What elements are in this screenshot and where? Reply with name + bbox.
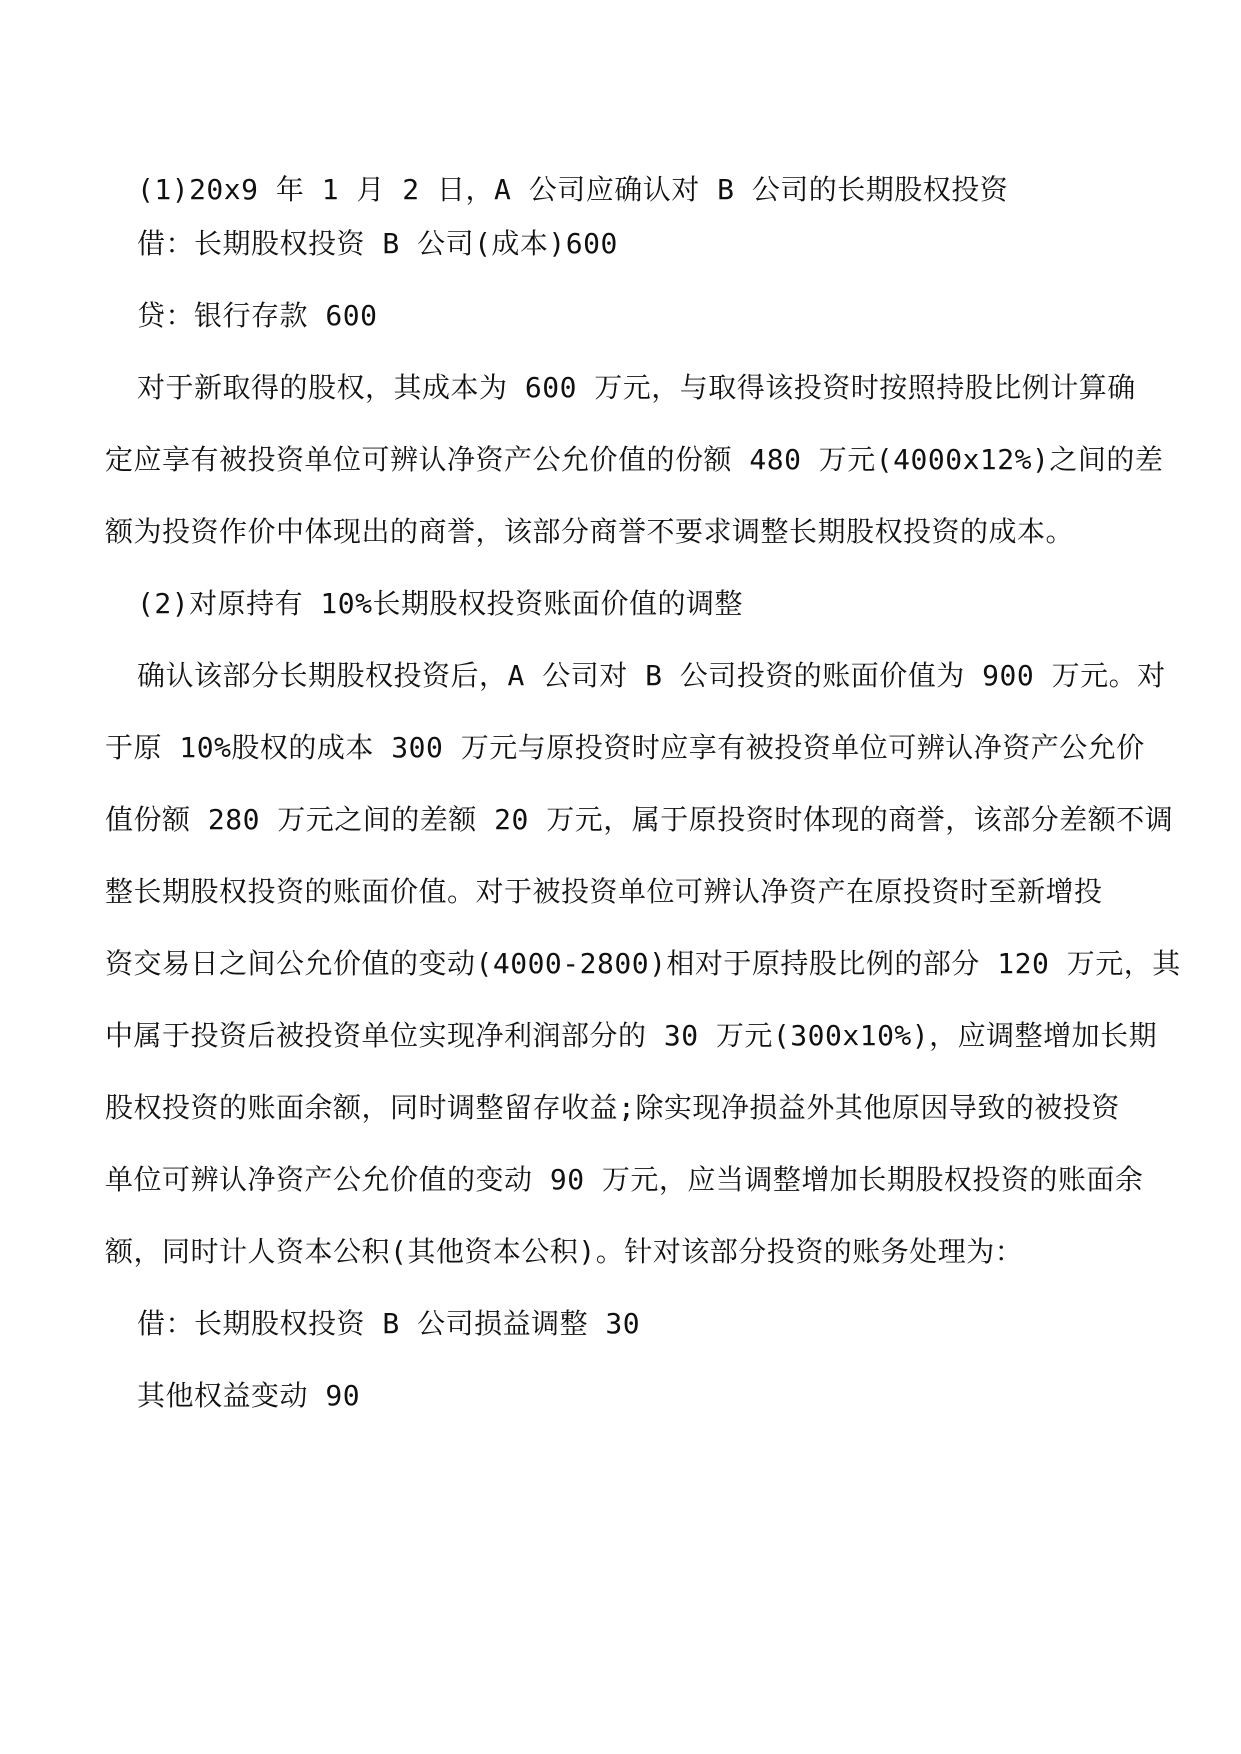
paragraph-line: 资交易日之间公允价值的变动(4000-2800)相对于原持股比例的部分 120 万元，其 — [105, 947, 1181, 980]
journal-entry-line: 其他权益变动 90 — [137, 1379, 361, 1412]
paragraph-line: 额为投资作价中体现出的商誉，该部分商誉不要求调整长期股权投资的成本。 — [105, 515, 1075, 548]
paragraph-line: 股权投资的账面余额，同时调整留存收益;除实现净损益外其他原因导致的被投资 — [105, 1091, 1120, 1124]
paragraph-heading-1: (1)20x9 年 1 月 2 日，A 公司应确认对 B 公司的长期股权投资 — [137, 173, 1009, 206]
journal-debit-line: 借：长期股权投资 B 公司损益调整 30 — [137, 1307, 641, 1340]
paragraph-line: 定应享有被投资单位可辨认净资产公允价值的份额 480 万元(4000x12%)之间的差 — [105, 443, 1164, 476]
paragraph-line: 中属于投资后被投资单位实现净利润部分的 30 万元(300x10%)，应调整增加长期 — [105, 1019, 1158, 1052]
paragraph-line: 于原 10%股权的成本 300 万元与原投资时应享有被投资单位可辨认净资产公允价 — [105, 731, 1145, 764]
journal-credit-line: 贷：银行存款 600 — [137, 299, 378, 332]
paragraph-line: 单位可辨认净资产公允价值的变动 90 万元，应当调整增加长期股权投资的账面余 — [105, 1163, 1144, 1196]
paragraph-line: 值份额 280 万元之间的差额 20 万元，属于原投资时体现的商誉，该部分差额不调 — [105, 803, 1174, 836]
paragraph-heading-2: (2)对原持有 10%长期股权投资账面价值的调整 — [137, 587, 744, 620]
paragraph-line: 对于新取得的股权，其成本为 600 万元，与取得该投资时按照持股比例计算确 — [137, 371, 1136, 404]
paragraph-line: 确认该部分长期股权投资后，A 公司对 B 公司投资的账面价值为 900 万元。对 — [137, 659, 1166, 692]
journal-debit-line: 借：长期股权投资 B 公司(成本)600 — [137, 227, 618, 260]
paragraph-line: 整长期股权投资的账面价值。对于被投资单位可辨认净资产在原投资时至新增投 — [105, 875, 1103, 908]
paragraph-line: 额，同时计人资本公积(其他资本公积)。针对该部分投资的账务处理为： — [105, 1235, 1024, 1268]
